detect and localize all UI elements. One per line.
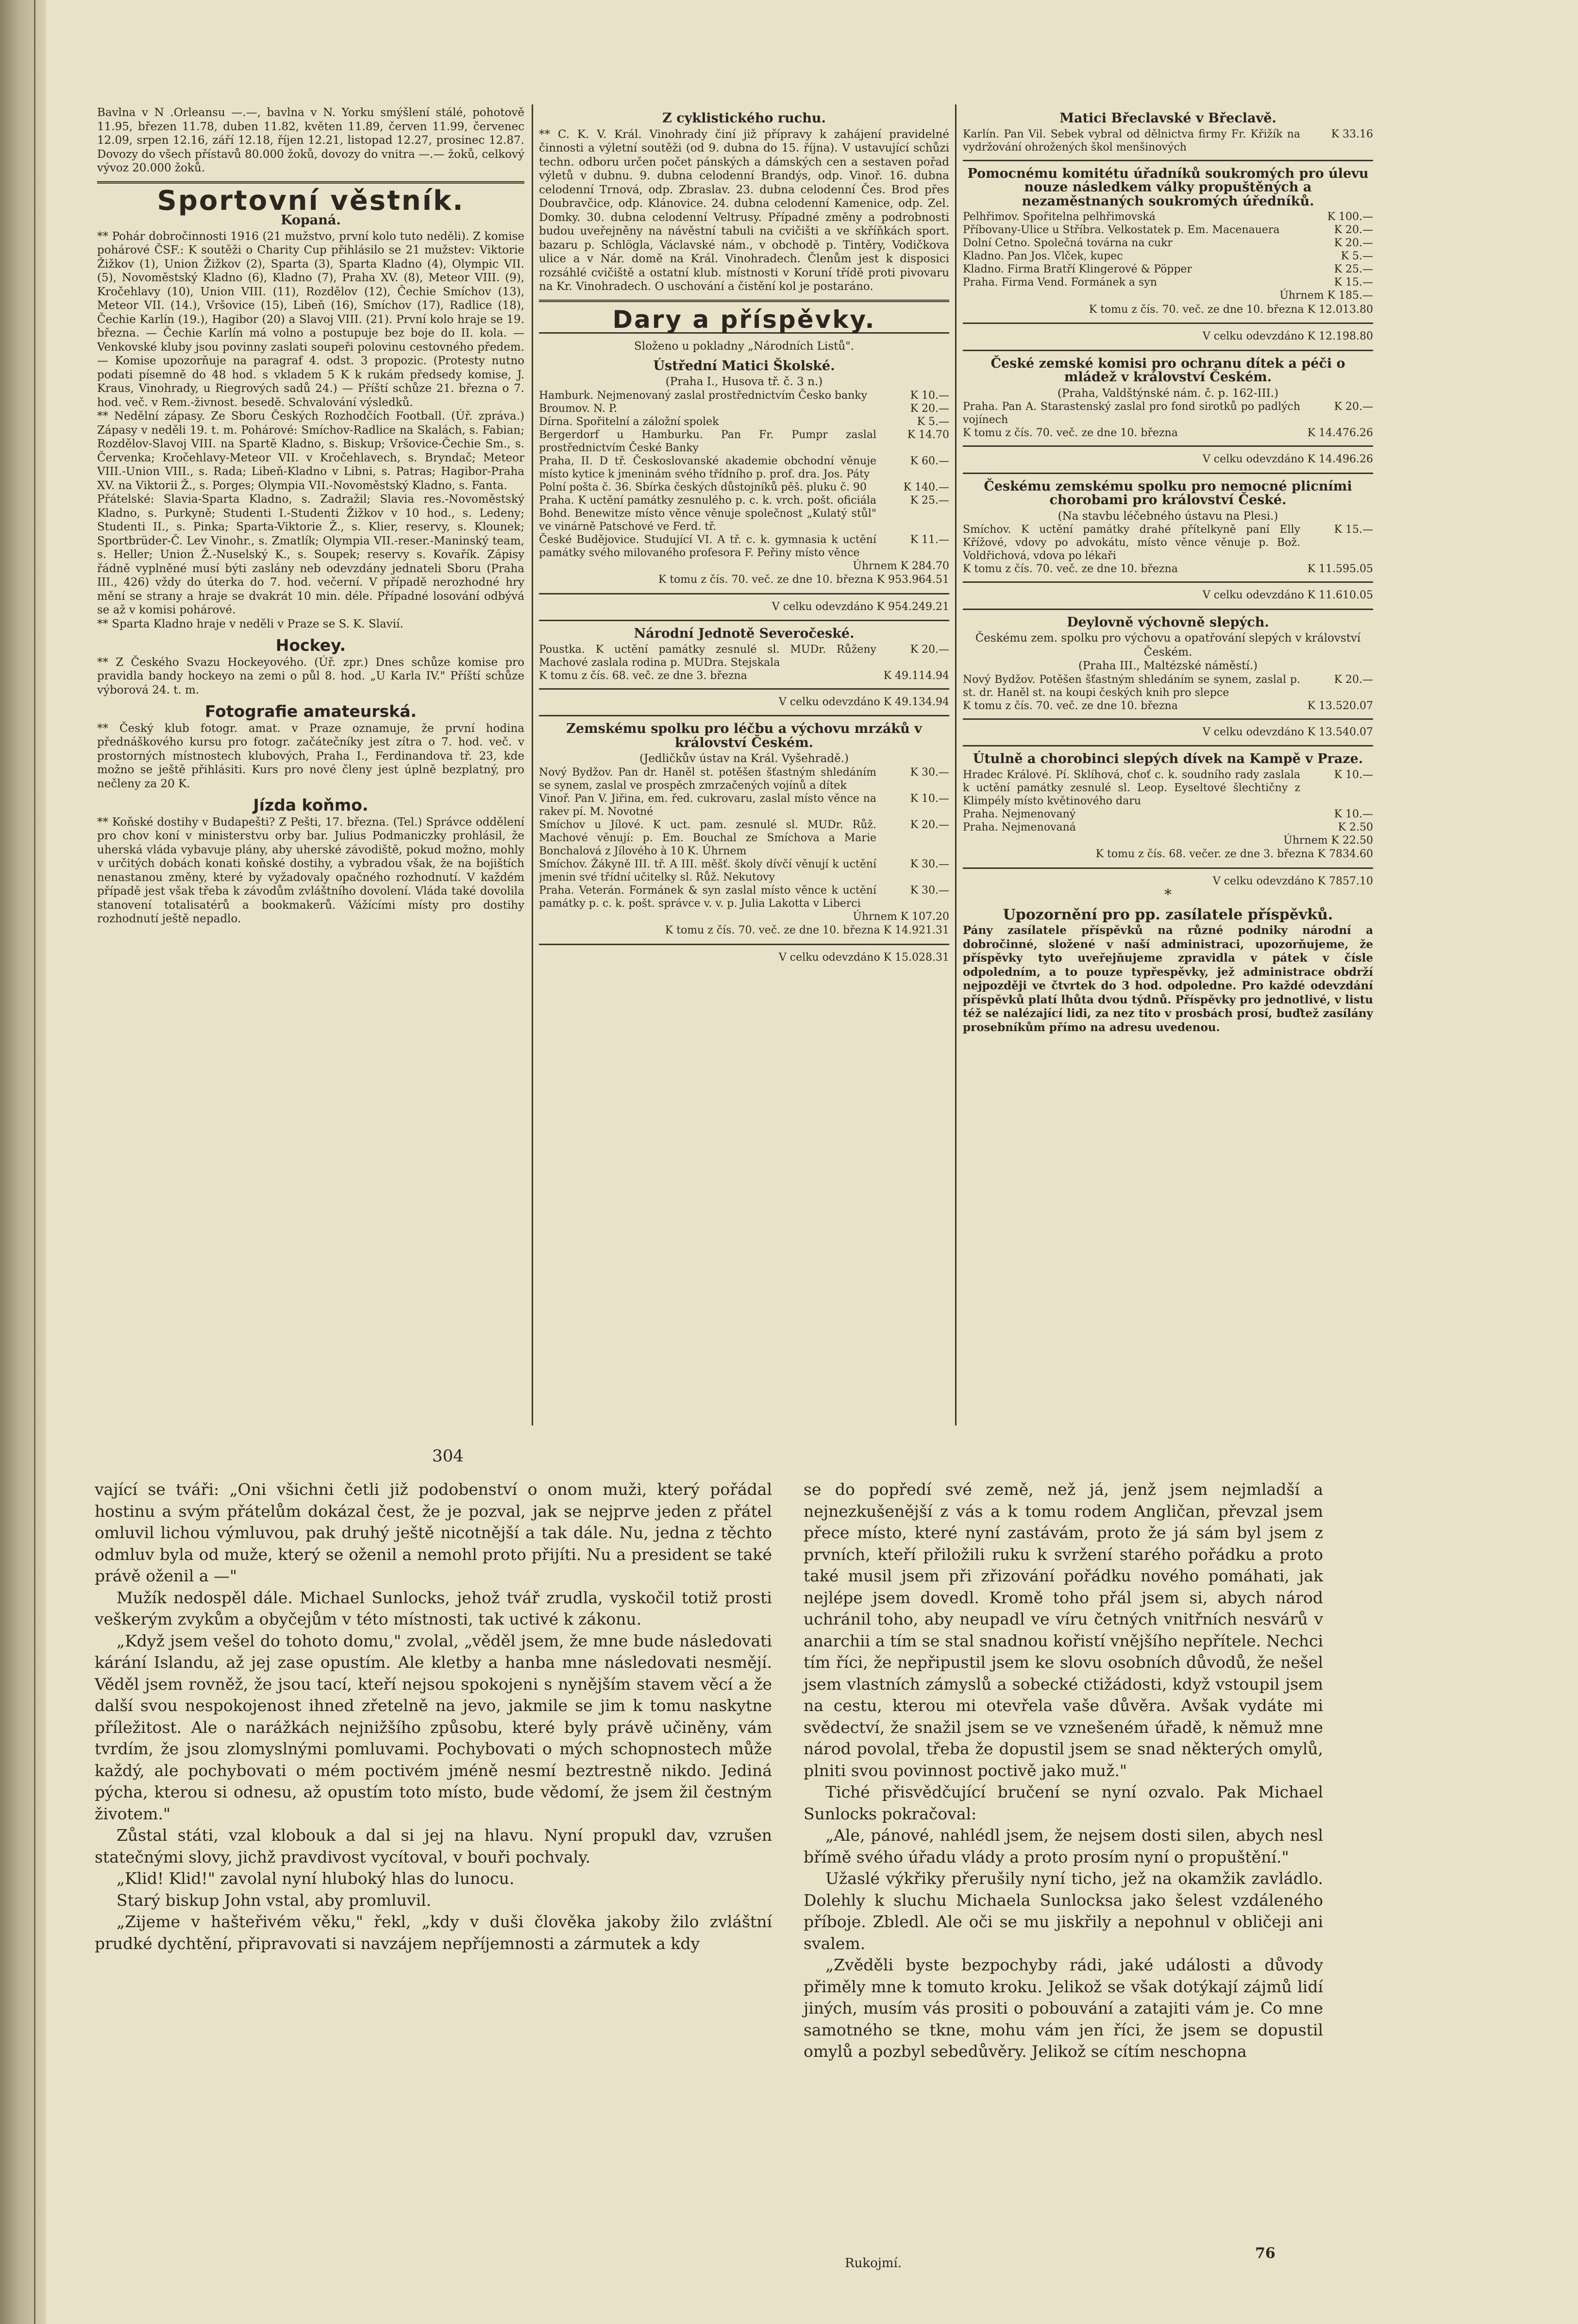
table-row: Praha. Veterán. Formánek & syn zaslal místo věnce k uctění památky p. c. k. pošt. správce v. v. p. Julia Lakotta v Liberci K 30.— — [539, 884, 949, 910]
donation-table — [539, 643, 949, 682]
story-paragraph: vající se tváři: „Oni všichni četli již podobenství o onom muži, který pořádal hostinu a svým přátelům dokázal čest, že je pozval, jak se nejprve jeden z přátel omluvil lichou výmluvou, pak druhý ještě nicotnější a tak dále. Nu, jedna z těchto odmluv byla od muže, který se oženil a nemohl proto přijíti. Nu a president se také právě oženil a —" — [95, 1480, 772, 1585]
table-row: Praha. Nejmenovaná K 2.50 — [963, 821, 1373, 833]
table-row: Praha. Pan A. Starastenský zaslal pro fond sirotků po padlých vojínech K 20.— — [963, 401, 1373, 426]
grand-total: V celku odevzdáno K 7857.10 — [1212, 875, 1373, 887]
newspaper-page — [46, 0, 1578, 2324]
divider — [539, 300, 949, 302]
table-row: Karlín. Pan Vil. Sebek vybral od dělnictva firmy Fr. Křižík na vydržování ohrožených škol menšinových K 33.16 — [963, 128, 1373, 153]
binding-spine — [0, 0, 46, 2324]
page-number: 304 — [432, 1446, 464, 1466]
story-paragraph: „Klid! Klid!" zavolal nyní hluboký hlas do lunocu. — [117, 1869, 515, 1888]
article-budapest-races: ** Koňské dostihy v Budapešti? Z Pešti, 17. března. (Tel.) Správce oddělení pro chov koní v ministerstvu orby bar. Julius Podmaniczky prohlásil, že uherská vláda vybavuje plány, aby uherské závodiště, pokud možno, mohly v určitých dobách konati koňské dostihy, a vybradou však, že na bojištích nenastanou změny, které by vyžadovaly opačného rozhodnutí. V každém případě jest však třeba k závodům zvláštního dovolení. Vláda také dovolila stanovení totalisatérů a bookmakerů. Vážícími místy pro dostihy rozhodnutí ještě nepadlo. — [97, 815, 524, 925]
section-title-donations: Dary a příspěvky. — [612, 305, 876, 334]
grand-total: V celku odevzdáno K 954.249.21 — [772, 600, 949, 613]
donation-table — [963, 768, 1373, 834]
divider — [539, 944, 949, 945]
story-left-column — [95, 1479, 772, 2237]
divider — [963, 718, 1373, 720]
table-row: Bergerdorf u Hamburku. Pan Fr. Pumpr zaslal prostřednictvím České Banky K 14.70 — [539, 428, 949, 454]
divider — [963, 322, 1373, 324]
column-rule — [955, 104, 957, 1425]
donation-table — [963, 673, 1373, 712]
fund-heading: Zemskému spolku pro léčbu a výchovu mrzáků v království Českém. — [566, 721, 922, 750]
story-right-column — [804, 1479, 1323, 2241]
binding-edge — [34, 0, 35, 2324]
table-row: Vinoř. Pan V. Jiřina, em. řed. cukrovaru, zaslal místo věnce na rakev pí. M. Novotné K 10.— — [539, 792, 949, 818]
story-paragraph: Tiché přisvědčující bručení se nyní ozvalo. Pak Michael Sunlocks pokračoval: — [804, 1782, 1323, 1823]
fund-heading: Ústřední Matici Školské. — [653, 358, 835, 373]
fund-heading: České zemské komisi pro ochranu dítek a péči o mládež v království Českém. — [990, 356, 1345, 385]
table-row: Smíchov u Jílové. K uct. pam. zesnulé sl. MUDr. Růž. Machové věnují: p. Em. Bouchal ze Smíchova a Marie Bonchalová z Jílového à 10 K. Úhrnem K 20.— — [539, 818, 949, 857]
table-row: Hradec Králové. Pí. Sklíhová, choť c. k. soudního rady zaslala k uctění památky zesnulé sl. Leop. Eyseltové šlechtičny z Klimpély místo květinového daru K 10.— — [963, 768, 1373, 807]
table-row: Kladno. Firma Bratří Klingerové & Pöpper K 25.— — [963, 263, 1373, 275]
story-title-footer: Rukojmí. — [845, 2256, 902, 2271]
notice-heading: Upozornění pro pp. zasílatele příspěvků. — [1003, 906, 1333, 923]
table-row: České Budějovice. Studující VI. A tř. c. k. gymnasia k uctění památky svého milovaného profesora F. Peřiny místo věnce K 11.— — [539, 533, 949, 559]
divider — [963, 445, 1373, 447]
previous-total: K tomu z čís. 70. več. ze dne 10. března K 14.921.31 — [665, 924, 949, 936]
fund-address: (Jedličkův ústav na Král. Vyšehradě.) — [639, 752, 849, 765]
story-paragraph: Mužík nedospěl dále. Michael Sunlocks, jehož tvář zrudla, vyskočil totiž prosti veškerým zvykům a obyčejům v této místnosti, tak uctivé k zákonu. — [95, 1588, 772, 1628]
article-charity-cup: ** Pohár dobročinnosti 1916 (21 mužstvo, první kolo tuto neděli). Z komise pohárové ČSF.: K soutěži o Charity Cup přihlásilo se 21 mužstev: Viktorie Žižkov (1), Union Žižkov (2), Sparta (3), Sparta Kladno (4), Olympic VII. (5), Novoměstský Kladno (6), Kladno (7), Praha XV. (8), Meteor VIII. (9), Kročehlavy (10), Union VIII. (11), Rozdělov (12), Čechie Smíchov (13), Meteor VII. (14.), Vršovice (15), Libeň (16), Smíchov (17), Radlice (18), Čechie Karlín (19.), Hagibor (20) a Slavoj VIII. (21). První kolo hraje se 19. března. — Čechie Karlín má volno a postupuje bez boje do II. kola. — Venkovské kluby jsou povinny zaslati soupeři polovinu cestovného předem. — Komise upozorňuje na paragraf 4. odst. 3 propozic. (Protesty nutno podati písemně do 48 hod. s vkladem 5 K k rukám předsedy komise, J. Kraus, Vinohrady, u Riegrových sadů 24.) — Příští schůze 21. března o 7. hod. več. v Rem.-živnost. besedě. Schvalování výsledků. — [97, 230, 524, 409]
donation-table — [539, 389, 949, 560]
grand-total: V celku odevzdáno K 13.540.07 — [1202, 726, 1373, 738]
fund-address: (Praha, Valdštýnské nám. č. p. 162-III.) — [1057, 387, 1279, 400]
table-row: Nový Bydžov. Pan dr. Haněl st. potěšen šťastným shledáním se synem, zaslal ve prospěch zmrzačených vojínů a dítek K 30.— — [539, 766, 949, 792]
table-row: K tomu z čís. 70. več. ze dne 10. března K 13.520.07 — [963, 699, 1373, 712]
table-row: Polní pošta č. 36. Sbírka českých důstojníků pěš. pluku č. 90 K 140.— — [539, 481, 949, 493]
table-row: Pelhřimov. Spořitelna pelhřimovská K 100.— — [963, 211, 1373, 223]
table-row: Smíchov. K uctění památky drahé přítelkyně paní Elly Křížové, vdovy po advokátu, místo věnce věnuje p. Bož. Voldřichová, vdova po lékaři K 15.— — [963, 524, 1373, 562]
divider — [539, 715, 949, 716]
fund-address: (Praha III., Maltézské náměstí.) — [1078, 660, 1258, 672]
story-paragraph: „Zijeme v hašteřivém věku," řekl, „kdy v duši člověka jakoby žilo zvláštní prudké dychtění, připravovati si navzájem nepříjemnosti a zármutek a kdy — [95, 1912, 772, 1953]
divider — [963, 160, 1373, 161]
grand-total: V celku odevzdáno K 11.610.05 — [1202, 589, 1373, 601]
divider — [539, 620, 949, 621]
column-donations-a — [539, 106, 949, 1417]
divider — [963, 745, 1373, 746]
subtotal: Úhrnem K 185.— — [1279, 289, 1373, 302]
divider — [539, 688, 949, 690]
fund-address: (Praha I., Husova tř. č. 3 n.) — [665, 375, 823, 388]
previous-total: K tomu z čís. 70. več. ze dne 10. března K 953.964.51 — [658, 574, 949, 586]
donation-table — [963, 128, 1373, 154]
grand-total: V celku odevzdáno K 12.198.80 — [1202, 330, 1373, 342]
donation-table — [963, 400, 1373, 440]
fund-subtitle: Českému zem. spolku pro výchovu a opatřování slepých v království Českém. — [975, 632, 1361, 659]
donation-table — [963, 210, 1373, 289]
table-row: Praha. Nejmenovaný K 10.— — [963, 808, 1373, 820]
table-row: Praha. Firma Vend. Formánek a syn K 15.— — [963, 276, 1373, 288]
story-paragraph: Starý biskup John vstal, aby promluvil. — [117, 1890, 432, 1910]
fund-heading: Deylovně výchovně slepých. — [1067, 614, 1269, 630]
cotton-report: Bavlna v N .Orleansu —.—, bavlna v N. Yorku smýšlení stálé, pohotově 11.95, březen 11.78, duben 11.82, květen 11.89, červen 11.99, červenec 12.09, srpen 12.16, září 12.18, říjen 12.21, listopad 12.27, prosinec 12.87. Dovozy do všech přístavů 80.000 žoků, dovozy do vnitra —.— žoků, celkový vývoz 20.000 žoků. — [97, 106, 524, 174]
story-paragraph: „Zvěděli byste bezpochyby rádi, jaké události a důvody přiměly mne k tomuto kroku. Jelikož se však dotýkají zájmů lidí jiných, musím vás prositi o pobouvání a zatajiti vám je. Co mne samotného se tkne, mohu vám jen říci, že jsem se dopustil omylů a pozbyl sebedůvěry. Jelikož se cítím neschopna — [804, 1955, 1323, 2061]
table-row: Nový Bydžov. Potěšen šťastným shledáním se synem, zaslal p. st. dr. Haněl st. na koupi českých knih pro slepce K 20.— — [963, 673, 1373, 699]
story-paragraph: „Když jsem vešel do tohoto domu," zvolal, „věděl jsem, že mne bude následovati kárání Islandu, až jej zase opustím. Ale kletby a hanba mne následovati nesmějí. Věděl jsem rovněž, že jsou tací, kteří nejsou spokojeni s nynějším stavem věcí a že další svou nespokojenost ihned zřetelně na jevo, jakmile se jim k tomu naskytne příležitost. Ale o narážkách nejnižšího způsobu, které byly právě učiněny, vám tvrdím, že jsou zlomyslnými pomluvami. Pochybovati o mých schopnostech může každý, ale pochybovati o mém poctivém jméně nesmí beztrestně nikdo. Jediná pýcha, kterou si odnesu, až opustím toto místo, bude vědomí, že jsem žil čestným životem." — [95, 1631, 772, 1823]
divider — [963, 473, 1373, 474]
previous-total: K tomu z čís. 70. več. ze dne 10. března K 12.013.80 — [1089, 303, 1373, 316]
section-title-sport: Sportovní věstník. — [157, 185, 465, 217]
subtotal: Úhrnem K 107.20 — [853, 910, 949, 923]
article-friendlies: Přátelské: Slavia-Sparta Kladno, s. Zadražil; Slavia res.-Novoměstský Kladno, s. Purkyně; Studenti I.-Studenti Žižkov v 10 hod., s. Ledeny; Studenti II., s. Pinka; Sparta-Viktorie Ž., s. Klier, reservy, s. Klounek; Sportbrüder-Č. Lev Vinohr., s. Zmatlík; Olympia VII.-reser.-Maninský team, s. Heller; Union Ž.-Nuselský K., s. Soupek; reservy s. Kovařík. Zápisy řádně vyplněné musí býti zaslány neb odevzdány jednateli Sboru (Praha III., 426) vždy do úterka do 7. hod. večerní. V případě nerozhodné hry mění se strany a hraje se dvakrát 10 min. déle. Případné losování odbývá se až v komisi pohárové. — [97, 493, 524, 616]
fund-heading: Národní Jednotě Severočeské. — [634, 626, 855, 641]
divider — [963, 581, 1373, 583]
divider — [963, 350, 1373, 351]
divider — [97, 181, 524, 184]
story-paragraph: se do popředí své země, než já, jenž jsem nejmladší a nejnezkušenější z vás a k tomu rodem Angličan, převzal jsem přece místo, které nyní zastávám, proto že já sám byl jsem z prvních, kteří přiložili ruku k svržení starého pořádku a proto také musil jsem při zřizování pořádku nového pomáhati, jak nejlépe jsem dovedl. Kromě toho přál jsem si, abych národ uchránil toho, aby neupadl ve víru četných vnitřních nesvárů v anarchii a tím se stal snadnou kořistí vnějšího nepřítele. Nechci tím říci, že nepřipustil jsem ke slovu osobních důvodů, že nešel jsem vlastních zámyslů a sobecké ctižádosti, když vstoupil jsem na cestu, kterou mi otevřela vaše důvěra. Avšak vydáte mi svědectví, že snažil jsem se ve vznešeném úřadě, k němuž mne národ povolal, třeba že dopustil jsem se snad některých omylů, plniti svou povinnost poctivě jako muž." — [804, 1480, 1323, 1780]
subtotal: Úhrnem K 22.50 — [1283, 834, 1373, 847]
fund-heading: Matici Břeclavské v Břeclavě. — [1059, 111, 1276, 126]
donations-intro: Složeno u pokladny „Národních Listů". — [634, 340, 855, 353]
divider — [539, 593, 949, 594]
table-row: Příbovany-Ulice u Stříbra. Velkostatek p. Em. Macenauera K 20.— — [963, 224, 1373, 236]
subhead-photography: Fotografie amateurská. — [204, 702, 417, 721]
table-row: K tomu z čís. 70. več. ze dne 10. března K 11.595.05 — [963, 563, 1373, 575]
fund-heading: Pomocnému komitétu úřadníků soukromých pro úlevu nouze následkem války propuštěných a nezaměstnaných soukromých úředníků. — [967, 166, 1369, 209]
grand-total: V celku odevzdáno K 14.496.26 — [1202, 453, 1373, 465]
subhead-hockey: Hockey. — [275, 636, 346, 655]
subhead-football: Kopaná. — [281, 213, 341, 228]
grand-total: V celku odevzdáno K 49.134.94 — [778, 696, 949, 708]
story-paragraph: Zůstal státi, vzal klobouk a dal si jej na hlavu. Nyní propukl dav, vzrušen statečnými slovy, jichž pravdivost vycítoval, v bouři pochvaly. — [95, 1826, 772, 1866]
table-row: Poustka. K uctění památky zesnulé sl. MUDr. Růženy Machové zaslala rodina p. MUDra. Stejskala K 20.— — [539, 643, 949, 669]
fund-heading: Útulně a chorobinci slepých dívek na Kampě v Praze. — [973, 751, 1363, 766]
table-row: Broumov. N. P. K 20.— — [539, 402, 949, 415]
previous-total: K tomu z čís. 68. večer. ze dne 3. března K 7834.60 — [1095, 848, 1373, 860]
article-cycling: ** C. K. V. Král. Vinohrady činí již přípravy k zahájení pravidelné činnosti a výletní soutěži (od 9. dubna do 15. října). V ustavující schůzi techn. odboru určen počet pánských a dámských cen a sestaven pořad výletů v dubnu. 9. dubna celodenní Brandýs, odp. Vinoř. 16. dubna celodenní Trnová, odp. Zbraslav. 23. dubna celodenní Čes. Brod přes Doubravčice, odp. Klánovice. 24. dubna celodenní Kamenice, odp. Zel. Domky. 30. dubna celodenní Veltrusy. Případné změny a podrobnosti budou uveřejněny na návěstní tabuli na cvičišti a ve skříňkách sport. bazaru p. Schlögla, Václavské nám., v obchodě p. Tintěry, Vodičkova ulice a v Nár. domě na Král. Vinohradech. Členům jest k disposici rozsáhlé cvičiště a ostatní klub. místnosti v Koruní třídě proti pivovaru na Kr. Vinohradech. O uschování a čistění kol je postaráno. — [539, 128, 949, 293]
story-paragraph: Užaslé výkřiky přerušily nyní ticho, jež na okamžik zavládlo. Dolehly k sluchu Michaela Sunlocksa jako šelest vzdáleného příboje. Zbledl. Ale oči se mu jiskřily a nepohnul v obličeji ani svalem. — [804, 1869, 1323, 1953]
divider — [963, 867, 1373, 869]
fund-address: (Na stavbu léčebného ústavu na Plesi.) — [1058, 509, 1278, 523]
table-row: Kladno. Pan Jos. Vlček, kupec K 5.— — [963, 250, 1373, 262]
article-hockey: ** Z Českého Svazu Hockeyového. (Úř. zpr.) Dnes schůze komise pro pravidla bandy hockeyo na zemi o půl 8. hod. „U Karla IV." Příští schůze výborová 24. t. m. — [97, 656, 524, 696]
article-sparta-kladno: ** Sparta Kladno hraje v neděli v Praze se S. K. Slavií. — [97, 617, 403, 630]
donation-table — [539, 766, 949, 910]
grand-total: V celku odevzdáno K 15.028.31 — [778, 951, 949, 964]
column-sports — [97, 106, 524, 1417]
subtotal: Úhrnem K 284.70 — [853, 560, 949, 572]
table-row: K tomu z čís. 70. več. ze dne 10. března K 14.476.26 — [963, 427, 1373, 439]
table-row: Praha, II. D tř. Českoslovanské akademie obchodní věnuje místo kytice k jmeninám svého třídního p. prof. dra. Jos. Páty K 60.— — [539, 455, 949, 480]
article-photo-club: ** Český klub fotogr. amat. v Praze oznamuje, že první hodina přednáškového kursu pro fotogr. začátečníky jest zítra o 7. hod. več. v prostorných místnostech klubových, Praha I., Ferdinandova tř. 23, kde možno se ještě přihlásiti. Kurs pro nové členy jest úplně bezplatný, pro nečleny za 20 K. — [97, 722, 524, 790]
table-row: Hamburk. Nejmenovaný zaslal prostřednictvím Česko banky K 10.— — [539, 389, 949, 402]
table-row: Dírna. Spořitelní a záložní spolek K 5.— — [539, 415, 949, 428]
table-row: Smíchov. Žákyně III. tř. A III. měšť. školy dívčí věnují k uctění jmenin své třídní učitelky sl. Růž. Nekutovy K 30.— — [539, 858, 949, 883]
column-donations-b — [963, 106, 1373, 1417]
article-sunday-matches: ** Nedělní zápasy. Ze Sboru Českých Rozhodčích Football. (Úř. zpráva.) Zápasy v neděli 19. t. m. Pohárové: Smíchov-Radlice na Skalách, s. Fabian; Rozdělov-Slavoj VIII. na Spartě Kladno, s. Biskup; Vršovice-Čechie Sm., s. Červenka; Kročehlavy-Meteor VII. v Kročehlavech, s. Bryndač; Meteor VIII.-Union VIII., s. Rada; Libeň-Kladno v Libni, s. Patras; Hagibor-Praha XV. na Viktorii Ž., s. Porges; Olympia VII.-Novoměstský Kladno, s. Fanta. — [97, 410, 524, 492]
story-paragraph: „Ale, pánové, nahlédl jsem, že nejsem dosti silen, abych nesl břímě svého úřadu vlády a proto prosím nyní o propuštění." — [804, 1826, 1323, 1866]
divider — [963, 609, 1373, 610]
table-row: Praha. K uctění památky zesnulého p. c. k. vrch. pošt. oficiála Bohd. Benewitze místo věnce věnuje společnost „Kulatý stůl" ve vinárně Patschové ve Ferd. tř. K 25.— — [539, 494, 949, 533]
subhead-horse-riding: Jízda koňmo. — [253, 796, 369, 814]
column-rule — [532, 104, 533, 1425]
section-star: * — [1164, 886, 1172, 903]
sheet-number: 76 — [1255, 2245, 1276, 2262]
table-row: Dolní Cetno. Společná továrna na cukr K 20.— — [963, 237, 1373, 249]
notice-text: Pány zasílatele příspěvků na různé podniky národní a dobročinné, složené v naší administraci, upozorňujeme, že příspěvky tyto uveřejňujeme zpravidla v pátek v čísle odpoledním, a to pouze typřespěvky, jež administrace obdrží nejpozději ve čtvrtek do 3 hod. odpoledne. Pro každé odevzdání příspěvků platí lhůta dvou týdnů. Příspěvky pro jednotlivé, v listu též se nalézající lidi, za nez tito v prosbách prosí, buďtež zasílány prosebníkům přímo na adresu uvedenou. — [963, 924, 1373, 1034]
fund-heading: Českému zemskému spolku pro nemocné plicními chorobami pro království České. — [984, 478, 1352, 508]
subhead-cycling: Z cyklistického ruchu. — [662, 111, 826, 126]
table-row: K tomu z čís. 68. več. ze dne 3. března K 49.114.94 — [539, 669, 949, 682]
donation-table — [963, 523, 1373, 576]
